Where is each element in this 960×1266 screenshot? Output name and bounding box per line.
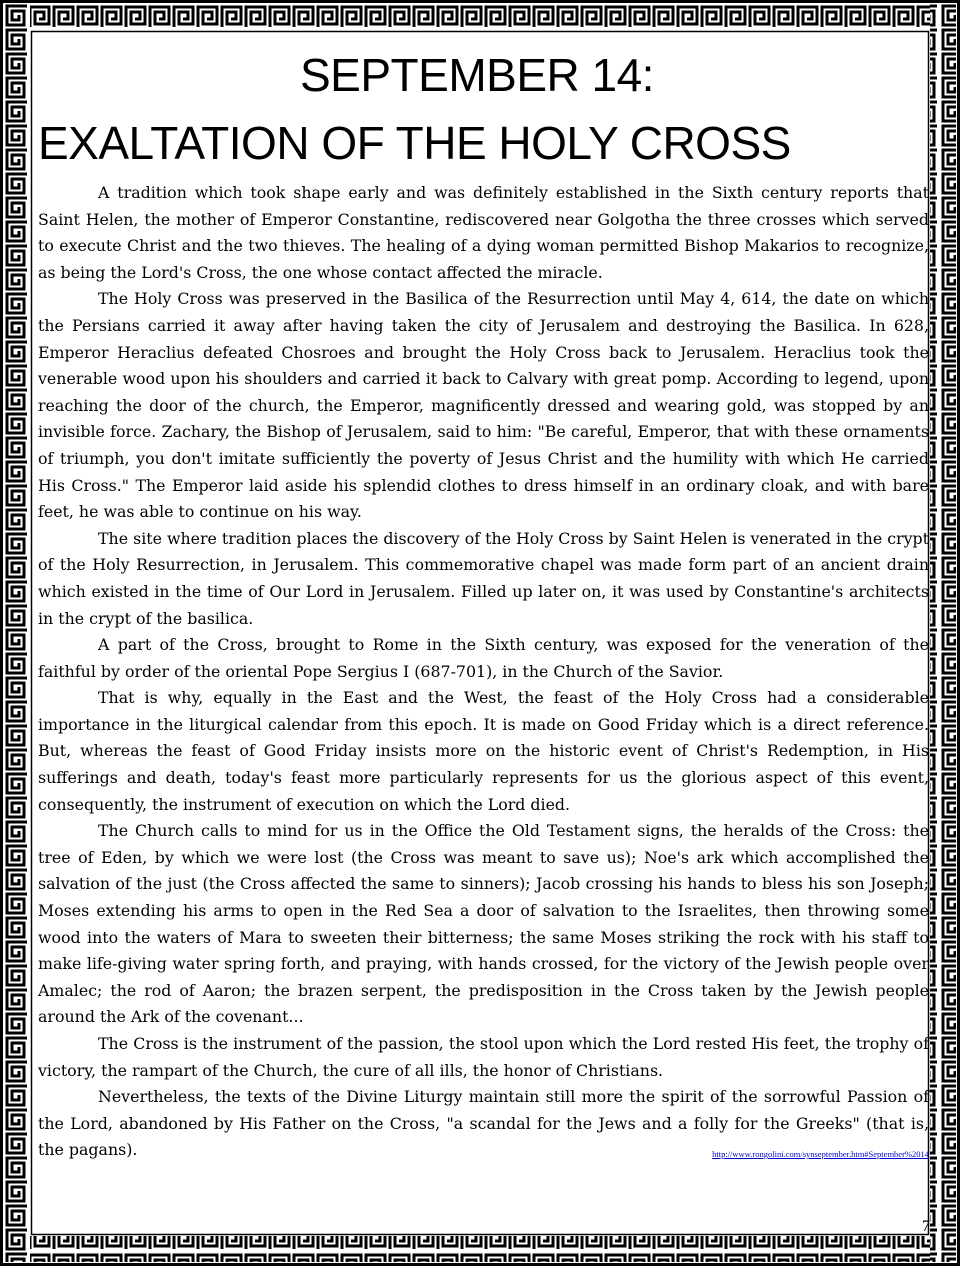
paragraph-4: A part of the Cross, brought to Rome in the Sixth century, was exposed for the veneration of the faithful by order of the oriental Pope Sergius I (687-701), in the Church of the Savior. [38, 635, 929, 681]
paragraph-6: The Church calls to mind for us in the Office the Old Testament signs, the heralds of the Cross: the tree of Eden, by which we were lost (the Cross was meant to save us); Noe's ark which accomplished the salvation of the just (the Cross affected the same to sinners); Jacob crossing his hands to bless his son Joseph; Moses extending his arms to open in the Red Sea a door of salvation to the Israelites, then throwing some wood into the waters of Mara to sweeten their bitterness; the same Moses striking the rock with his staff to make life-giving water spring forth, and praying, with hands crossed, for the victory of the Jewish people over Amalec; the rod of Aaron; the brazen serpent, the predisposition in the Cross taken by the Jewish people around the Ark of the covenant... [38, 821, 929, 1027]
page-number: 7 [922, 1218, 930, 1235]
paragraph-1: A tradition which took shape early and was definitely established in the Sixth century reports that Saint Helen, the mother of Emperor Constantine, rediscovered near Golgotha the three crosses which served to execute Christ and the two thieves. The healing of a dying woman permitted Bishop Makarios to recognize, as being the Lord's Cross, the one whose contact affected the miracle. [38, 183, 929, 282]
source-link[interactable]: http://www.rongolini.com/synseptember.htm#September%2014 [712, 1149, 929, 1159]
title-line-1: SEPTEMBER 14: [300, 49, 654, 101]
title-line-2: EXALTATION OF THE HOLY CROSS [38, 117, 791, 169]
paragraph-7: The Cross is the instrument of the passion, the stool upon which the Lord rested His feet, the trophy of victory, the rampart of the Church, the cure of all ills, the honor of Christians. [38, 1034, 929, 1080]
paragraph-3: The site where tradition places the discovery of the Holy Cross by Saint Helen is venerated in the crypt of the Holy Resurrection, in Jerusalem. This commemorative chapel was made form part of an ancient drain which existed in the time of Our Lord in Jerusalem. Filled up later on, it was used by Constantine's architects in the crypt of the basilica. [38, 528, 929, 628]
paragraph-2: The Holy Cross was preserved in the Basilica of the Resurrection until May 4, 614, the date on which the Persians carried it away after having taken the city of Jerusalem and destroying the Basilica. In 628, Emperor Heraclius defeated Chosroes and brought the Holy Cross back to Jerusalem. Heraclius took the venerable wood upon his shoulders and carried it back to Calvary with great pomp. According to legend, upon reaching the door of the church, the Emperor, magnificently dressed and wearing gold, was stopped by an invisible force. Zachary, the Bishop of Jerusalem, said to him: "Be careful, Emperor, that with these ornaments of triumph, you don't imitate sufficiently the poverty of Jesus Christ and the humility with which He carried His Cross." The Emperor laid aside his splendid clothes to dress himself in an ordinary cloak, and with bare feet, he was able to continue on his way. [38, 289, 929, 522]
paragraph-8: Nevertheless, the texts of the Divine Liturgy maintain still more the spirit of the sorrowful Passion of the Lord, abandoned by His Father on the Cross, "a scandal for the Jews and a folly for the Greeks" (that is, the pagans). [38, 1087, 929, 1160]
article-body [38, 180, 929, 1164]
paragraph-5: That is why, equally in the East and the West, the feast of the Holy Cross had a considerable importance in the liturgical calendar from this epoch. It is made on Good Friday which is a direct reference. But, whereas the feast of Good Friday insists more on the historic event of Christ's Redemption, in His sufferings and death, today's feast more particularly represents for us the glorious aspect of this event, consequently, the instrument of execution on which the Lord died. [38, 688, 929, 814]
